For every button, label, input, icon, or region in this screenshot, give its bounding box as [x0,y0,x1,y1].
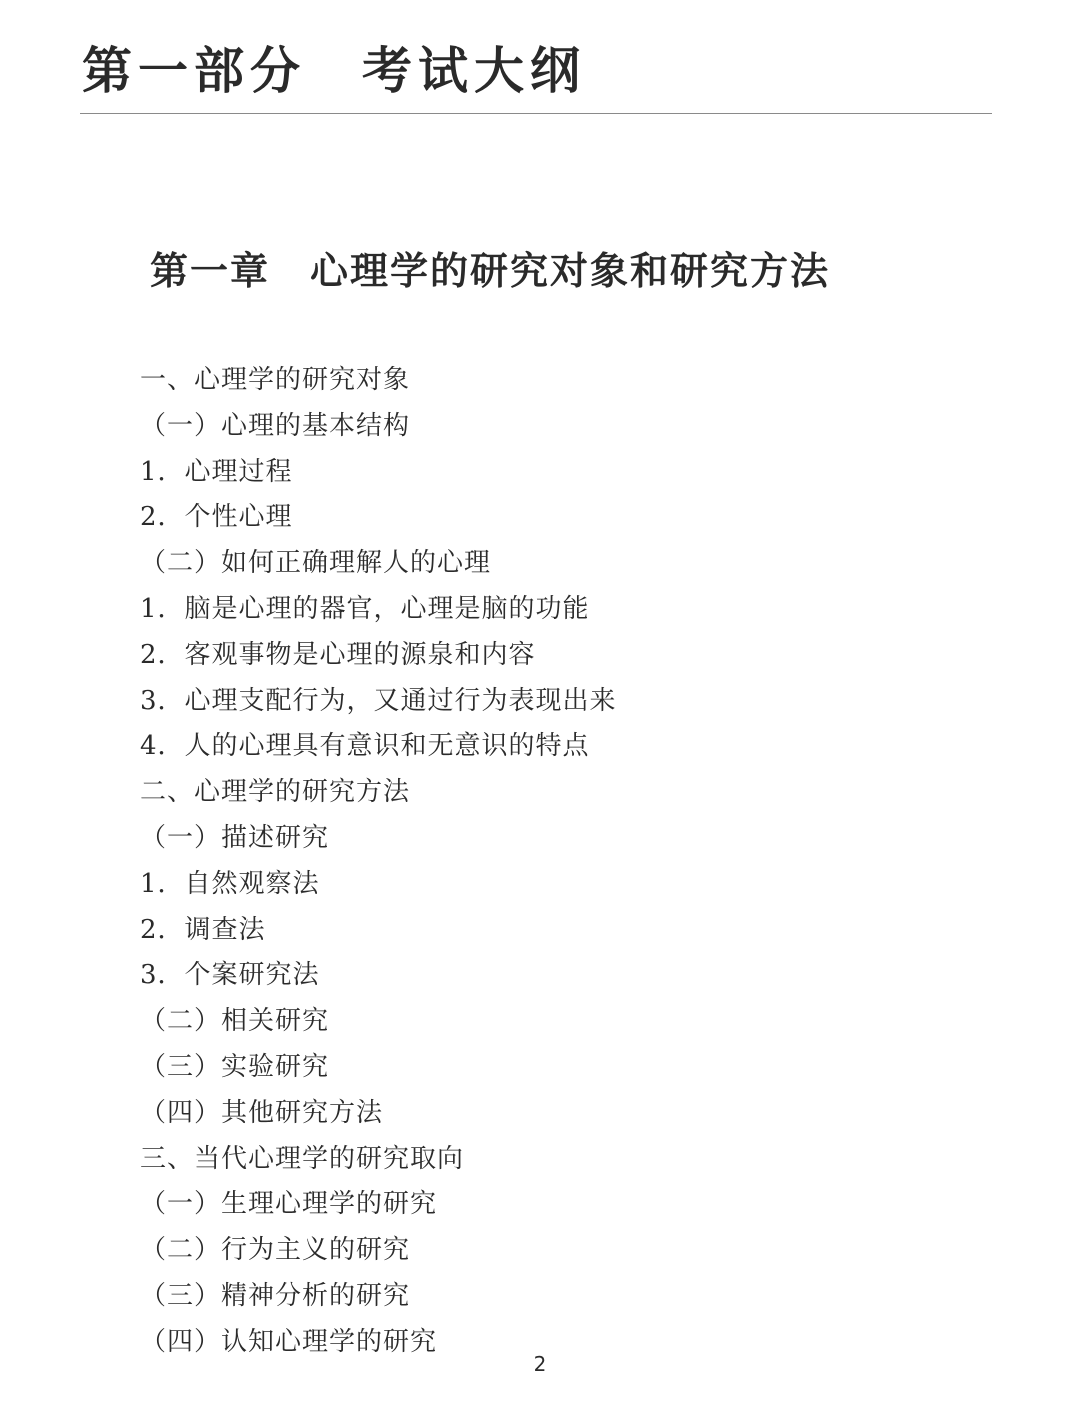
outline-item: 1．心理过程 [140,456,293,487]
outline-item: 3．个案研究法 [140,960,320,991]
outline-item: 4．人的心理具有意识和无意识的特点 [140,731,590,762]
outline-item: 2．客观事物是心理的源泉和内容 [140,639,536,670]
outline-item: 三、当代心理学的研究取向 [140,1143,465,1174]
outline-item: 2．调查法 [140,914,266,945]
outline-item: 3．心理支配行为，又通过行为表现出来 [140,685,617,716]
part-divider [80,113,992,114]
outline-item: 1．脑是心理的器官，心理是脑的功能 [140,593,590,624]
outline-item: 一、心理学的研究对象 [140,365,411,395]
outline-item: （三）实验研究 [140,1051,330,1082]
outline-item: （一）心理的基本结构 [140,410,411,441]
outline-item: （四）认知心理学的研究 [140,1326,438,1357]
outline-item: （二）如何正确理解人的心理 [140,548,492,579]
outline-item: （四）其他研究方法 [140,1097,384,1128]
outline-item: 二、心理学的研究方法 [140,777,411,808]
chapter-title: 第一章 心理学的研究对象和研究方法 [150,249,831,293]
outline-item: 2．个性心理 [140,502,293,533]
page-number: 2 [533,1352,547,1376]
part-title: 第一部分 考试大纲 [82,42,586,100]
outline-item: （二）相关研究 [140,1006,330,1037]
outline-list [140,358,617,1366]
outline-item: （一）生理心理学的研究 [140,1189,438,1220]
outline-item: （三）精神分析的研究 [140,1280,411,1311]
outline-item: （二）行为主义的研究 [140,1235,411,1266]
outline-item: （一）描述研究 [140,822,330,853]
outline-item: 1．自然观察法 [140,868,320,899]
